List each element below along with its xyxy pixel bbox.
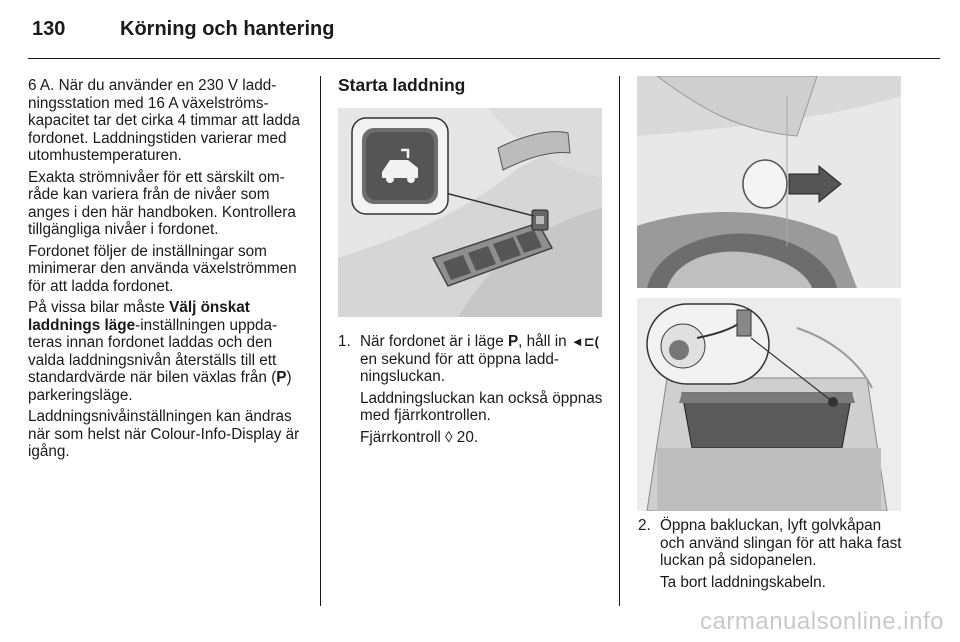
page-number: 130 [32, 18, 66, 40]
setting-name: Välj önskat laddnings läge [28, 299, 250, 334]
text-run: Fjärrkontroll [360, 428, 445, 446]
paragraph: Exakta strömnivåer för ett särskilt område kan variera från de nivåer som anges i den här handboken. Kontrollera tillgängliga nivåer i fordonet. [28, 168, 296, 238]
charge-button-illustration [338, 108, 602, 317]
paragraph: Laddningsnivåinställningen kan ändras när som helst när Colour-Info-Display är igång. [28, 408, 300, 460]
text-run: ) parkeringsläge. [28, 369, 292, 404]
step-2 [638, 517, 903, 595]
page-header [32, 18, 334, 41]
step-number: 1. [338, 333, 351, 350]
gear-park-label: P [507, 333, 519, 350]
column-1 [28, 77, 303, 465]
column-2 [338, 77, 608, 107]
paragraph: 6 A. När du använder en 230 V laddningsstation med 16 A växelströmskapacitet tar det cirka 4 timmar att ladda fordonet. Laddningstiden varierar med utomhustemperaturen. [28, 77, 301, 164]
car-side-image [637, 76, 901, 288]
cross-reference [338, 429, 608, 447]
paragraph: Fordonet följer de inställningar som minimerar den använda växelströmmen för att ladda fordonet. [28, 242, 297, 295]
reference-arrow-icon: ◊ [445, 428, 453, 446]
page-title: Körning och hantering [120, 18, 335, 40]
step-number: 2. [638, 517, 651, 534]
step-text [360, 333, 608, 386]
step-note: Ta bort laddningskabeln. [660, 573, 826, 591]
step-note: Laddningsluckan kan också öppnas med fjärrkontrollen. [360, 389, 603, 424]
step-row [638, 517, 903, 570]
reference-page: 20. [452, 428, 479, 446]
trunk-illustration [637, 298, 901, 511]
text-run: -inställningen uppdateras innan fordonet laddas och den valda laddningsnivån återställs till ett standardvärde när bilen växlas från ( [28, 316, 278, 386]
charge-door-illustration [637, 76, 901, 288]
section-title: Starta laddning [338, 75, 466, 95]
text-run: en sekund för att öppna laddningsluckan. [360, 350, 560, 385]
step-row [338, 333, 608, 386]
text-run: När fordonet är i läge [360, 333, 508, 350]
gear-park-label: P [276, 369, 287, 386]
door-panel-image [338, 108, 602, 317]
text-run: På vissa bilar måste [28, 299, 170, 316]
column-divider-right [619, 76, 620, 606]
step-1 [338, 333, 608, 450]
watermark[interactable]: carmanualsonline.info [700, 608, 944, 635]
column-divider-left [320, 76, 321, 606]
header-divider [28, 58, 940, 59]
step-text: Öppna bakluckan, lyft golvkåpan och använd slingan för att haka fast luckan på sidopanelen. [660, 517, 902, 569]
paragraph [28, 299, 303, 404]
charge-door-icon: ◄⊏( [570, 334, 599, 349]
text-run: , håll in [518, 333, 571, 350]
trunk-image [637, 298, 901, 511]
